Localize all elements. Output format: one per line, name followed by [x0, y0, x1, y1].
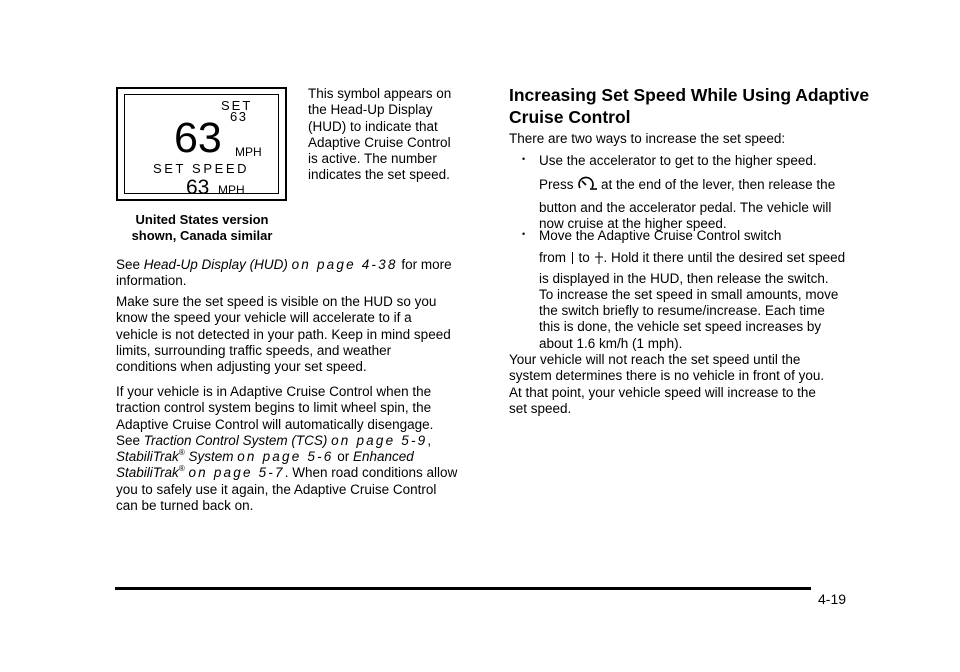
hud-bottom-unit: MPH	[218, 183, 245, 197]
text-line: is displayed in the HUD, then release the switch.	[539, 270, 829, 286]
hud-bottom-value: 63	[186, 176, 210, 199]
text-line: about 1.6 km/h (1 mph).	[539, 335, 683, 351]
heading-line: Increasing Set Speed While Using Adaptive	[509, 85, 870, 105]
link-page: on page 4-38	[291, 257, 398, 272]
text-line: (HUD) to indicate that	[308, 118, 438, 134]
link-title-suffix: System	[184, 449, 234, 465]
comma: ,	[427, 432, 432, 448]
text-line: indicates the set speed.	[308, 167, 450, 183]
text-tail: at the end of the lever, then release the	[597, 177, 836, 193]
to-text: to	[574, 250, 594, 266]
text-line: At that point, your vehicle speed will increase to the	[509, 384, 816, 400]
text-line: Adaptive Cruise Control will automatically disengage.	[116, 416, 434, 432]
link-title: Traction Control System (TCS)	[143, 432, 328, 448]
bullet-icon: •	[522, 154, 526, 164]
symbol-description	[308, 86, 483, 184]
from-text: from	[539, 250, 566, 266]
press-text: Press	[539, 177, 574, 193]
text-line: set speed.	[509, 400, 572, 416]
hud-set-label: SET	[221, 98, 253, 113]
hud-reference-paragraph	[116, 257, 486, 290]
registered-mark: ®	[178, 448, 185, 458]
traction-control-paragraph	[116, 384, 496, 514]
text-line: conditions when adjusting your set speed.	[116, 359, 367, 375]
bullet-item-switch	[539, 228, 884, 352]
text-line: system determines there is no vehicle in front of you.	[509, 368, 825, 384]
text-line: traction control system begins to limit wheel spin, the	[116, 400, 432, 416]
link-title: StabiliTrak	[116, 449, 179, 465]
text-line: can be turned back on.	[116, 498, 254, 514]
hud-big-unit: MPH	[235, 145, 262, 159]
caption-line: shown, Canada similar	[131, 228, 273, 243]
text-line: If your vehicle is in Adaptive Cruise Control when the	[116, 384, 432, 399]
text-line: now cruise at the higher speed.	[539, 215, 727, 231]
link-page: on page 5-9	[331, 432, 428, 448]
or-text: or	[333, 449, 353, 465]
figure-caption	[110, 212, 294, 244]
text-line: Move the Adaptive Cruise Control switch	[539, 228, 782, 243]
text-line: know the speed your vehicle will accelerate to if a	[116, 310, 412, 326]
intro-text: There are two ways to increase the set speed:	[509, 131, 786, 146]
enhanced-stabilitrak-link-start[interactable]	[353, 449, 414, 464]
text-line: Use the accelerator to get to the higher speed.	[539, 153, 817, 168]
text-line: the Head-Up Display	[308, 102, 433, 118]
registered-mark: ®	[178, 464, 185, 474]
text-line: limits, surrounding traffic speeds, and weather	[116, 342, 392, 358]
hud-display-figure	[116, 87, 287, 201]
text-line: vehicle is not detected in your path. Keep in mind speed	[116, 326, 451, 342]
text-line: Make sure the set speed is visible on the HUD so you	[116, 294, 437, 309]
hud-small-value: 63	[230, 109, 248, 124]
page-number: 4-19	[818, 591, 847, 607]
hud-big-value: 63	[174, 114, 222, 162]
section-heading	[509, 84, 889, 128]
bullet-item-accelerator	[539, 153, 879, 232]
text-line: This symbol appears on	[308, 86, 452, 101]
bullet-icon: •	[522, 229, 526, 239]
link-title: Head-Up Display (HUD)	[143, 257, 288, 272]
closing-paragraph	[509, 352, 879, 417]
switch-increase-icon	[594, 251, 604, 269]
see-suffix: for more	[397, 257, 452, 272]
footer-rule	[115, 587, 811, 590]
heading-line: Cruise Control	[509, 107, 631, 127]
link-title: Enhanced	[353, 449, 414, 465]
set-speed-visibility-paragraph	[116, 294, 496, 375]
text-line: is active. The number	[308, 151, 437, 167]
link-page: on page 5-6	[237, 449, 334, 465]
text-line: Your vehicle will not reach the set speed until the	[509, 352, 801, 367]
cruise-control-resume-icon	[577, 176, 597, 196]
see-text: See	[116, 257, 144, 272]
text-tail: . Hold it there until the desired set speed	[603, 250, 846, 266]
hud-set-speed-label: SET SPEED	[153, 161, 250, 176]
text-line: Adaptive Cruise Control	[308, 134, 451, 150]
link-page: on page 5-7	[188, 465, 285, 481]
link-title: StabiliTrak	[116, 465, 179, 481]
text-tail: . When road conditions allow	[284, 465, 458, 481]
text-line: button and the accelerator pedal. The vehicle will	[539, 199, 832, 215]
text-line: the switch briefly to resume/increase. Each time	[539, 303, 825, 319]
caption-line: United States version	[135, 212, 269, 227]
tcs-reference-link[interactable]	[144, 433, 428, 448]
text-line: To increase the set speed in small amounts, move	[539, 286, 839, 302]
text-line: information.	[116, 273, 187, 289]
enhanced-stabilitrak-reference-link[interactable]	[116, 465, 285, 480]
hud-reference-link[interactable]	[144, 257, 398, 272]
text-line: you to safely use it again, the Adaptive Cruise Control	[116, 481, 437, 497]
stabilitrak-reference-link[interactable]	[116, 449, 333, 464]
text-line: this is done, the vehicle set speed increases by	[539, 319, 822, 335]
see-text: See	[116, 432, 144, 448]
